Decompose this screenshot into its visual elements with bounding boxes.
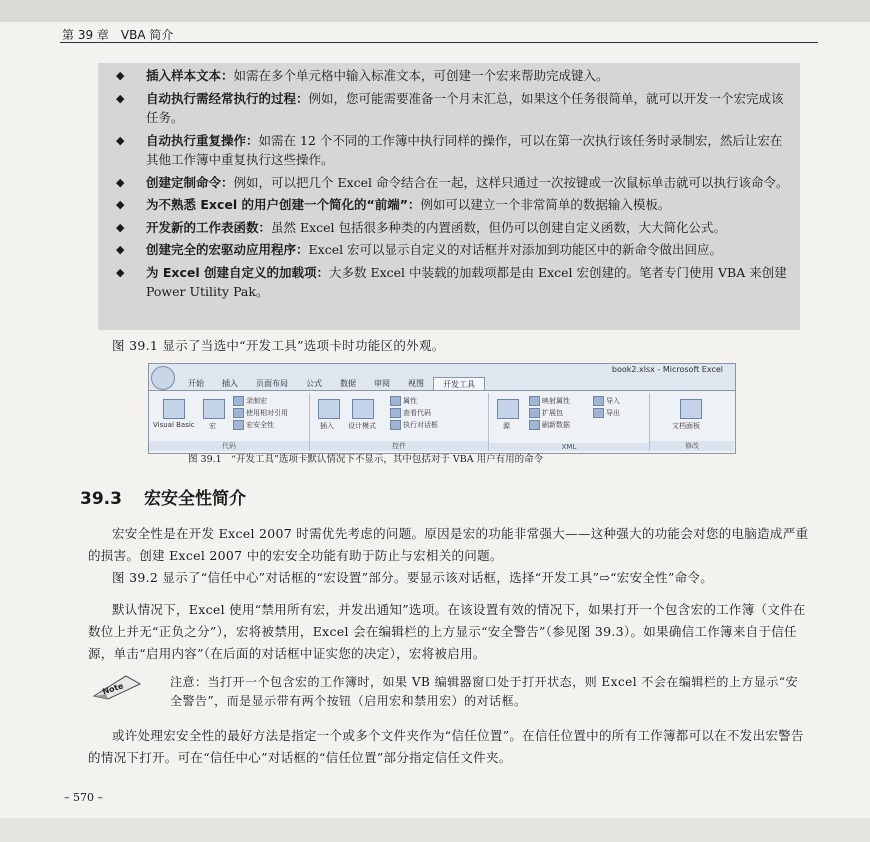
document-panel-button[interactable]: 文档面板 — [672, 422, 700, 430]
export-icon — [593, 408, 604, 418]
excel-ribbon-figure — [148, 363, 736, 454]
group-label-controls: 控件 — [310, 441, 488, 451]
window-title: book2.xlsx - Microsoft Excel — [611, 365, 723, 374]
list-item: ◆ 自动执行需经常执行的过程：例如，您可能需要准备一个月末汇总，如果这个任务很简单，就可以开发一个宏完成该任务。 — [116, 90, 784, 125]
design-mode-button[interactable]: 设计模式 — [348, 422, 376, 430]
document-panel-icon — [680, 399, 702, 419]
relative-icon — [233, 408, 244, 418]
figure-caption: 图 39.1 “开发工具”选项卡默认情况下不显示，其中包括对于 VBA 用户有用的命令 — [188, 454, 544, 465]
paragraph: 图 39.2 显示了“信任中心”对话框的“宏设置”部分。要显示该对话框，选择“开发工具”⇨“宏安全性”命令。 — [112, 570, 714, 585]
properties-button[interactable]: 属性 — [390, 396, 417, 406]
note-label: Note — [101, 681, 125, 697]
top-scan-band — [0, 0, 870, 22]
dialog-icon — [390, 420, 401, 430]
page-number: – 570 – — [64, 791, 103, 804]
view-code-button[interactable]: 查看代码 — [390, 408, 431, 418]
import-icon — [593, 396, 604, 406]
figure-intro: 图 39.1 显示了当选中“开发工具”选项卡时功能区的外观。 — [112, 338, 445, 353]
group-label-xml: XML — [489, 443, 649, 451]
group-xml — [489, 393, 650, 451]
diamond-bullet-icon: ◆ — [116, 198, 125, 211]
group-code — [149, 393, 310, 451]
visual-basic-button[interactable]: Visual Basic — [153, 421, 195, 429]
warning-icon — [233, 420, 244, 430]
import-button[interactable]: 导入 — [593, 396, 620, 406]
tab-insert[interactable]: 插入 — [222, 379, 238, 388]
tab-home[interactable]: 开始 — [188, 379, 204, 388]
expansion-pack-button[interactable]: 扩展包 — [529, 408, 563, 418]
ribbon-tabs — [179, 377, 485, 391]
record-macro-button[interactable]: 录制宏 — [233, 396, 267, 406]
section-title: 宏安全性简介 — [144, 489, 246, 509]
diamond-bullet-icon: ◆ — [116, 133, 125, 147]
tab-developer[interactable]: 开发工具 — [433, 377, 485, 391]
tab-page-layout[interactable]: 页面布局 — [256, 379, 288, 388]
refresh-data-button[interactable]: 刷新数据 — [529, 420, 570, 430]
tab-formulas[interactable]: 公式 — [306, 379, 322, 388]
diamond-bullet-icon: ◆ — [116, 265, 125, 279]
bullet-list — [112, 66, 792, 305]
list-item: ◆ 为 Excel 创建自定义的加载项：大多数 Excel 中装载的加载项都是由 Excel 宏创建的。笔者专门使用 VBA 来创建 Power Utility Pak。 — [116, 264, 787, 299]
package-icon — [529, 408, 540, 418]
list-item: ◆ 开发新的工作表函数：虽然 Excel 包括很多种类的内置函数，但仍可以创建自定义函数，大大简化公式。 — [112, 218, 792, 238]
properties-icon — [390, 396, 401, 406]
list-item: ◆ 为不熟悉 Excel 的用户创建一个简化的“前端”：例如可以建立一个非常简单的数据输入模板。 — [112, 195, 792, 215]
xml-source-button[interactable]: 源 — [503, 422, 510, 430]
list-item: ◆ 创建完全的宏驱动应用程序：Excel 宏可以显示自定义的对话框并对添加到功能区中的新命令做出回应。 — [112, 240, 792, 260]
macros-icon — [203, 399, 225, 419]
paragraph: 默认情况下，Excel 使用“禁用所有宏，并发出通知”选项。在该设置有效的情况下，如果打开一个包含宏的工作簿（文件在数位上并无“正负之分”），宏将被禁用，Excel 会在编辑栏的上方显示“安全警告”（参见图 39.3）。如果确信工作簿来自于信任源，单击“启用内容”（在后面的对话框中证实您的决定），宏将被启用。 — [88, 602, 806, 661]
visual-basic-icon — [163, 399, 185, 419]
diamond-bullet-icon: ◆ — [116, 220, 125, 234]
tab-view[interactable]: 视图 — [408, 379, 424, 388]
chapter-header: 第 39 章 VBA 简介 — [62, 28, 174, 42]
run-dialog-button[interactable]: 执行对话框 — [390, 420, 438, 430]
diamond-bullet-icon: ◆ — [116, 175, 125, 189]
code-icon — [390, 408, 401, 418]
header-rule — [60, 42, 818, 43]
map-properties-button[interactable]: 映射属性 — [529, 396, 570, 406]
list-item: ◆ 创建定制命令：例如，可以把几个 Excel 命令结合在一起，这样只通过一次按键或一次鼠标单击就可以执行该命令。 — [112, 173, 792, 193]
bottom-scan-band — [0, 818, 870, 842]
relative-reference-button[interactable]: 使用相对引用 — [233, 408, 288, 418]
office-button-icon — [151, 366, 175, 390]
diamond-bullet-icon: ◆ — [116, 69, 125, 82]
tab-review[interactable]: 审阅 — [374, 379, 390, 388]
refresh-icon — [529, 420, 540, 430]
ribbon-body — [149, 390, 735, 453]
export-button[interactable]: 导出 — [593, 408, 620, 418]
list-item: ◆ 插入样本文本：如需在多个单元格中输入标准文本，可创建一个宏来帮助完成键入。 — [112, 66, 792, 86]
group-modify — [650, 393, 734, 451]
map-icon — [529, 396, 540, 406]
paragraph: 宏安全性是在开发 Excel 2007 时需优先考虑的问题。原因是宏的功能非常强大——这种强大的功能会对您的电脑造成严重的损害。创建 Excel 2007 中的宏安全功能有助于防止与宏相关的问题。 — [88, 526, 809, 563]
list-item: ◆ 自动执行重复操作：如需在 12 个不同的工作簿中执行同样的操作，可以在第一次执行该任务时录制宏，然后让宏在其他工作簿中重复执行这些操作。 — [116, 132, 783, 167]
section-number: 39.3 — [80, 489, 122, 509]
diamond-bullet-icon: ◆ — [116, 243, 125, 256]
group-controls — [310, 393, 489, 451]
note-text: 注意：当打开一个包含宏的工作簿时，如果 VB 编辑器窗口处于打开状态，则 Excel 不会在编辑栏的上方显示“安全警告”，而是显示带有两个按钮（启用宏和禁用宏）的对话框。 — [170, 675, 799, 708]
final-paragraph: 或许处理宏安全性的最好方法是指定一个或多个文件夹作为“信任位置”。在信任位置中的所有工作簿都可以在不发出宏警告的情况下打开。可在“信任中心”对话框的“信任位置”部分指定信任文件夹。 — [88, 728, 804, 765]
section-heading — [80, 484, 246, 509]
macros-button[interactable]: 宏 — [209, 422, 216, 430]
xml-source-icon — [497, 399, 519, 419]
note-icon — [92, 672, 144, 700]
insert-control-icon — [318, 399, 340, 419]
insert-control-button[interactable]: 插入 — [320, 422, 334, 430]
diamond-bullet-icon: ◆ — [116, 91, 125, 105]
macro-security-button[interactable]: 宏安全性 — [233, 420, 274, 430]
group-label-modify: 修改 — [650, 441, 734, 451]
group-label-code: 代码 — [149, 441, 309, 451]
tab-data[interactable]: 数据 — [340, 379, 356, 388]
design-mode-icon — [352, 399, 374, 419]
record-icon — [233, 396, 244, 406]
